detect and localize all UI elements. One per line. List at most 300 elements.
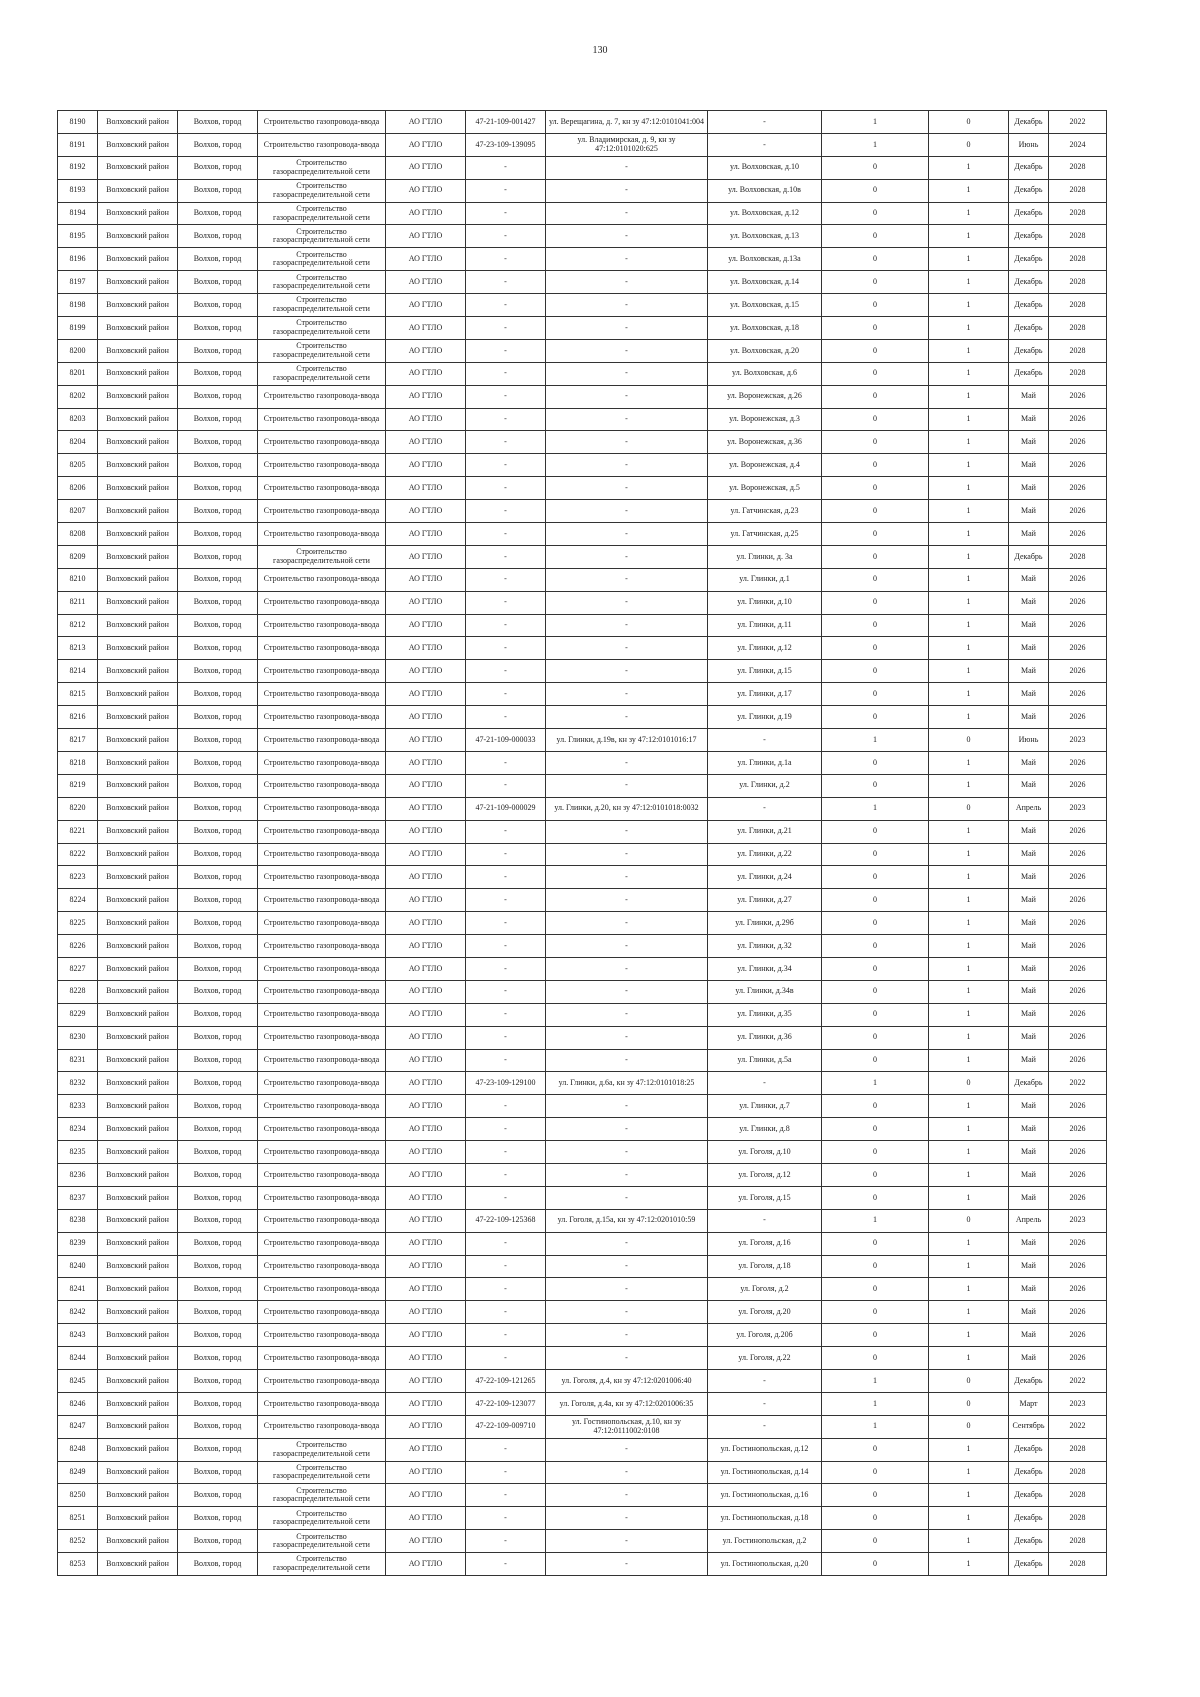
organization-cell: АО ГТЛО [386,408,466,431]
table-row [58,660,1107,683]
work-type-cell: Строительство газопровода-ввода [258,1301,386,1324]
row-number-cell: 8222 [58,843,98,866]
district-cell: Волховский район [98,660,178,683]
work-type-cell: Строительство газопровода-ввода [258,683,386,706]
address-cell: - [708,133,822,156]
month-cell: Май [1009,500,1049,523]
work-type-cell: Строительство газораспределительной сети [258,1507,386,1530]
settlement-cell: Волхов, город [178,500,258,523]
month-cell: Май [1009,637,1049,660]
count-b-cell: 1 [929,980,1009,1003]
address-cell: ул. Глинки, д.21 [708,820,822,843]
parcel-cell: - [546,202,708,225]
work-type-cell: Строительство газопровода-ввода [258,843,386,866]
row-number-cell: 8245 [58,1369,98,1392]
month-cell: Июнь [1009,729,1049,752]
settlement-cell: Волхов, город [178,477,258,500]
month-cell: Май [1009,1003,1049,1026]
month-cell: Май [1009,1232,1049,1255]
settlement-cell: Волхов, город [178,614,258,637]
count-a-cell: 0 [822,1049,929,1072]
organization-cell: АО ГТЛО [386,1324,466,1347]
organization-cell: АО ГТЛО [386,1255,466,1278]
parcel-cell: - [546,225,708,248]
count-b-cell: 1 [929,408,1009,431]
district-cell: Волховский район [98,1369,178,1392]
work-type-cell: Строительство газопровода-ввода [258,889,386,912]
work-type-cell: Строительство газопровода-ввода [258,591,386,614]
district-cell: Волховский район [98,1141,178,1164]
row-number-cell: 8210 [58,568,98,591]
application-code-cell: - [466,248,546,271]
register-rows [58,111,1107,1576]
year-cell: 2026 [1049,431,1107,454]
month-cell: Май [1009,1095,1049,1118]
parcel-cell: ул. Владимирская, д. 9, кн зу 47:12:0101020:625 [546,133,708,156]
count-a-cell: 0 [822,248,929,271]
year-cell: 2028 [1049,1507,1107,1530]
organization-cell: АО ГТЛО [386,729,466,752]
count-b-cell: 1 [929,751,1009,774]
count-a-cell: 1 [822,1392,929,1415]
year-cell: 2024 [1049,133,1107,156]
count-b-cell: 1 [929,477,1009,500]
district-cell: Волховский район [98,637,178,660]
year-cell: 2026 [1049,935,1107,958]
month-cell: Май [1009,591,1049,614]
work-type-cell: Строительство газопровода-ввода [258,568,386,591]
row-number-cell: 8211 [58,591,98,614]
organization-cell: АО ГТЛО [386,1095,466,1118]
count-b-cell: 0 [929,133,1009,156]
count-a-cell: 1 [822,1072,929,1095]
year-cell: 2026 [1049,1347,1107,1370]
address-cell: ул. Глинки, д.2 [708,774,822,797]
year-cell: 2028 [1049,225,1107,248]
application-code-cell: - [466,889,546,912]
work-type-cell: Строительство газопровода-ввода [258,1369,386,1392]
month-cell: Апрель [1009,1209,1049,1232]
organization-cell: АО ГТЛО [386,133,466,156]
address-cell: - [708,729,822,752]
table-row [58,385,1107,408]
settlement-cell: Волхов, город [178,1301,258,1324]
count-a-cell: 0 [822,889,929,912]
month-cell: Май [1009,843,1049,866]
work-type-cell: Строительство газопровода-ввода [258,431,386,454]
parcel-cell: - [546,1438,708,1461]
month-cell: Май [1009,912,1049,935]
table-row [58,889,1107,912]
year-cell: 2023 [1049,1392,1107,1415]
address-cell: ул. Глинки, д.1 [708,568,822,591]
work-type-cell: Строительство газопровода-ввода [258,957,386,980]
month-cell: Июнь [1009,133,1049,156]
address-cell: ул. Воронежская, д.26 [708,385,822,408]
page-number: 130 [592,45,608,56]
year-cell: 2026 [1049,477,1107,500]
count-a-cell: 1 [822,797,929,820]
year-cell: 2026 [1049,660,1107,683]
organization-cell: АО ГТЛО [386,1026,466,1049]
application-code-cell: - [466,477,546,500]
organization-cell: АО ГТЛО [386,1415,466,1438]
application-code-cell: - [466,957,546,980]
count-a-cell: 0 [822,1301,929,1324]
row-number-cell: 8218 [58,751,98,774]
parcel-cell: - [546,1347,708,1370]
parcel-cell: - [546,843,708,866]
settlement-cell: Волхов, город [178,866,258,889]
row-number-cell: 8253 [58,1553,98,1576]
month-cell: Декабрь [1009,271,1049,294]
count-a-cell: 0 [822,523,929,546]
address-cell: ул. Гоголя, д.18 [708,1255,822,1278]
organization-cell: АО ГТЛО [386,339,466,362]
count-a-cell: 1 [822,729,929,752]
parcel-cell: ул. Гоголя, д.15а, кн зу 47:12:0201010:59 [546,1209,708,1232]
year-cell: 2023 [1049,1209,1107,1232]
year-cell: 2028 [1049,1438,1107,1461]
address-cell: ул. Гостинопольская, д.16 [708,1484,822,1507]
count-b-cell: 1 [929,843,1009,866]
application-code-cell: - [466,1438,546,1461]
count-b-cell: 1 [929,706,1009,729]
table-row [58,1186,1107,1209]
application-code-cell: 47-22-109-123077 [466,1392,546,1415]
organization-cell: АО ГТЛО [386,156,466,179]
organization-cell: АО ГТЛО [386,614,466,637]
row-number-cell: 8250 [58,1484,98,1507]
district-cell: Волховский район [98,1553,178,1576]
year-cell: 2026 [1049,385,1107,408]
address-cell: ул. Воронежская, д.4 [708,454,822,477]
month-cell: Декабрь [1009,339,1049,362]
count-b-cell: 0 [929,111,1009,134]
month-cell: Май [1009,523,1049,546]
count-a-cell: 0 [822,408,929,431]
work-type-cell: Строительство газопровода-ввода [258,1003,386,1026]
settlement-cell: Волхов, город [178,1163,258,1186]
count-a-cell: 1 [822,111,929,134]
organization-cell: АО ГТЛО [386,317,466,340]
parcel-cell: - [546,1278,708,1301]
district-cell: Волховский район [98,1232,178,1255]
row-number-cell: 8236 [58,1163,98,1186]
count-a-cell: 0 [822,271,929,294]
year-cell: 2026 [1049,1232,1107,1255]
year-cell: 2026 [1049,706,1107,729]
application-code-cell: - [466,568,546,591]
application-code-cell: - [466,1026,546,1049]
year-cell: 2028 [1049,271,1107,294]
count-b-cell: 0 [929,1392,1009,1415]
organization-cell: АО ГТЛО [386,843,466,866]
organization-cell: АО ГТЛО [386,980,466,1003]
parcel-cell: - [546,454,708,477]
count-a-cell: 0 [822,774,929,797]
row-number-cell: 8193 [58,179,98,202]
count-b-cell: 1 [929,935,1009,958]
row-number-cell: 8208 [58,523,98,546]
row-number-cell: 8248 [58,1438,98,1461]
work-type-cell: Строительство газопровода-ввода [258,1324,386,1347]
parcel-cell: - [546,271,708,294]
table-row [58,706,1107,729]
parcel-cell: - [546,477,708,500]
row-number-cell: 8228 [58,980,98,1003]
count-b-cell: 1 [929,660,1009,683]
address-cell: - [708,1415,822,1438]
count-a-cell: 0 [822,614,929,637]
work-type-cell: Строительство газопровода-ввода [258,1072,386,1095]
parcel-cell: - [546,889,708,912]
parcel-cell: - [546,385,708,408]
application-code-cell: 47-23-109-129100 [466,1072,546,1095]
row-number-cell: 8202 [58,385,98,408]
settlement-cell: Волхов, город [178,1347,258,1370]
count-b-cell: 1 [929,614,1009,637]
count-b-cell: 1 [929,431,1009,454]
application-code-cell: - [466,1186,546,1209]
parcel-cell: ул. Верещагина, д. 7, кн зу 47:12:0101041:004 [546,111,708,134]
month-cell: Май [1009,1347,1049,1370]
district-cell: Волховский район [98,454,178,477]
settlement-cell: Волхов, город [178,912,258,935]
count-b-cell: 0 [929,1369,1009,1392]
year-cell: 2026 [1049,889,1107,912]
address-cell: ул. Гоголя, д.20б [708,1324,822,1347]
row-number-cell: 8224 [58,889,98,912]
work-type-cell: Строительство газораспределительной сети [258,317,386,340]
table-row [58,408,1107,431]
table-row [58,1163,1107,1186]
parcel-cell: - [546,957,708,980]
count-a-cell: 0 [822,1324,929,1347]
month-cell: Декабрь [1009,225,1049,248]
table-row [58,912,1107,935]
row-number-cell: 8215 [58,683,98,706]
year-cell: 2026 [1049,1141,1107,1164]
count-b-cell: 1 [929,1530,1009,1553]
settlement-cell: Волхов, город [178,156,258,179]
work-type-cell: Строительство газопровода-ввода [258,751,386,774]
count-b-cell: 1 [929,271,1009,294]
application-code-cell: - [466,935,546,958]
count-a-cell: 1 [822,1369,929,1392]
year-cell: 2026 [1049,683,1107,706]
year-cell: 2028 [1049,317,1107,340]
parcel-cell: - [546,545,708,568]
count-b-cell: 0 [929,1415,1009,1438]
count-a-cell: 0 [822,1232,929,1255]
year-cell: 2028 [1049,156,1107,179]
district-cell: Волховский район [98,385,178,408]
district-cell: Волховский район [98,1461,178,1484]
year-cell: 2026 [1049,1278,1107,1301]
district-cell: Волховский район [98,1347,178,1370]
row-number-cell: 8229 [58,1003,98,1026]
table-row [58,477,1107,500]
work-type-cell: Строительство газораспределительной сети [258,225,386,248]
parcel-cell: - [546,751,708,774]
count-b-cell: 1 [929,248,1009,271]
organization-cell: АО ГТЛО [386,1163,466,1186]
application-code-cell: - [466,339,546,362]
row-number-cell: 8201 [58,362,98,385]
work-type-cell: Строительство газораспределительной сети [258,339,386,362]
district-cell: Волховский район [98,1415,178,1438]
address-cell: ул. Глинки, д. 3а [708,545,822,568]
table-row [58,1392,1107,1415]
month-cell: Май [1009,774,1049,797]
count-a-cell: 1 [822,1209,929,1232]
year-cell: 2026 [1049,751,1107,774]
work-type-cell: Строительство газопровода-ввода [258,408,386,431]
count-a-cell: 0 [822,912,929,935]
district-cell: Волховский район [98,362,178,385]
year-cell: 2026 [1049,980,1107,1003]
count-b-cell: 1 [929,179,1009,202]
month-cell: Декабрь [1009,362,1049,385]
address-cell: ул. Гоголя, д.16 [708,1232,822,1255]
parcel-cell: - [546,614,708,637]
settlement-cell: Волхов, город [178,179,258,202]
address-cell: ул. Воронежская, д.5 [708,477,822,500]
settlement-cell: Волхов, город [178,1278,258,1301]
application-code-cell: - [466,294,546,317]
parcel-cell: - [546,1049,708,1072]
address-cell: ул. Гостинопольская, д.20 [708,1553,822,1576]
address-cell: ул. Волховская, д.20 [708,339,822,362]
table-row [58,774,1107,797]
table-row [58,1141,1107,1164]
row-number-cell: 8217 [58,729,98,752]
settlement-cell: Волхов, город [178,1324,258,1347]
settlement-cell: Волхов, город [178,1553,258,1576]
work-type-cell: Строительство газопровода-ввода [258,774,386,797]
month-cell: Май [1009,1301,1049,1324]
count-b-cell: 1 [929,454,1009,477]
application-code-cell: - [466,637,546,660]
application-code-cell: - [466,1347,546,1370]
year-cell: 2023 [1049,729,1107,752]
count-b-cell: 1 [929,1003,1009,1026]
work-type-cell: Строительство газораспределительной сети [258,1484,386,1507]
count-b-cell: 1 [929,385,1009,408]
settlement-cell: Волхов, город [178,797,258,820]
settlement-cell: Волхов, город [178,1095,258,1118]
address-cell: ул. Волховская, д.13 [708,225,822,248]
application-code-cell: - [466,591,546,614]
settlement-cell: Волхов, город [178,431,258,454]
application-code-cell: - [466,1507,546,1530]
address-cell: ул. Глинки, д.27 [708,889,822,912]
application-code-cell: - [466,1003,546,1026]
count-b-cell: 1 [929,774,1009,797]
address-cell: ул. Глинки, д.1а [708,751,822,774]
row-number-cell: 8199 [58,317,98,340]
organization-cell: АО ГТЛО [386,545,466,568]
organization-cell: АО ГТЛО [386,1209,466,1232]
month-cell: Декабрь [1009,1530,1049,1553]
district-cell: Волховский район [98,1255,178,1278]
settlement-cell: Волхов, город [178,683,258,706]
table-row [58,1484,1107,1507]
row-number-cell: 8233 [58,1095,98,1118]
count-a-cell: 0 [822,751,929,774]
district-cell: Волховский район [98,1484,178,1507]
row-number-cell: 8241 [58,1278,98,1301]
organization-cell: АО ГТЛО [386,1461,466,1484]
settlement-cell: Волхов, город [178,408,258,431]
row-number-cell: 8212 [58,614,98,637]
count-a-cell: 0 [822,1553,929,1576]
settlement-cell: Волхов, город [178,454,258,477]
count-a-cell: 0 [822,1141,929,1164]
application-code-cell: 47-21-109-000033 [466,729,546,752]
table-row [58,225,1107,248]
count-b-cell: 1 [929,1553,1009,1576]
row-number-cell: 8246 [58,1392,98,1415]
count-a-cell: 0 [822,820,929,843]
table-row [58,1072,1107,1095]
month-cell: Май [1009,935,1049,958]
year-cell: 2026 [1049,774,1107,797]
parcel-cell: ул. Гоголя, д.4, кн зу 47:12:0201006:40 [546,1369,708,1392]
organization-cell: АО ГТЛО [386,683,466,706]
settlement-cell: Волхов, город [178,1461,258,1484]
year-cell: 2026 [1049,1049,1107,1072]
organization-cell: АО ГТЛО [386,706,466,729]
count-b-cell: 1 [929,362,1009,385]
organization-cell: АО ГТЛО [386,1507,466,1530]
settlement-cell: Волхов, город [178,1530,258,1553]
settlement-cell: Волхов, город [178,225,258,248]
settlement-cell: Волхов, город [178,1255,258,1278]
table-row [58,843,1107,866]
application-code-cell: 47-23-109-139095 [466,133,546,156]
settlement-cell: Волхов, город [178,385,258,408]
application-code-cell: - [466,1301,546,1324]
parcel-cell: - [546,362,708,385]
parcel-cell: - [546,1484,708,1507]
application-code-cell: - [466,1255,546,1278]
month-cell: Декабрь [1009,1461,1049,1484]
work-type-cell: Строительство газораспределительной сети [258,1530,386,1553]
parcel-cell: - [546,1530,708,1553]
work-type-cell: Строительство газопровода-ввода [258,729,386,752]
organization-cell: АО ГТЛО [386,248,466,271]
application-code-cell: - [466,317,546,340]
district-cell: Волховский район [98,683,178,706]
address-cell: ул. Волховская, д.10в [708,179,822,202]
month-cell: Май [1009,820,1049,843]
year-cell: 2026 [1049,1255,1107,1278]
organization-cell: АО ГТЛО [386,935,466,958]
organization-cell: АО ГТЛО [386,1392,466,1415]
district-cell: Волховский район [98,729,178,752]
count-a-cell: 0 [822,683,929,706]
work-type-cell: Строительство газопровода-ввода [258,866,386,889]
year-cell: 2026 [1049,957,1107,980]
count-a-cell: 0 [822,385,929,408]
work-type-cell: Строительство газопровода-ввода [258,1232,386,1255]
settlement-cell: Волхов, город [178,820,258,843]
address-cell: ул. Воронежская, д.36 [708,431,822,454]
application-code-cell: 47-22-109-125368 [466,1209,546,1232]
application-code-cell: - [466,660,546,683]
